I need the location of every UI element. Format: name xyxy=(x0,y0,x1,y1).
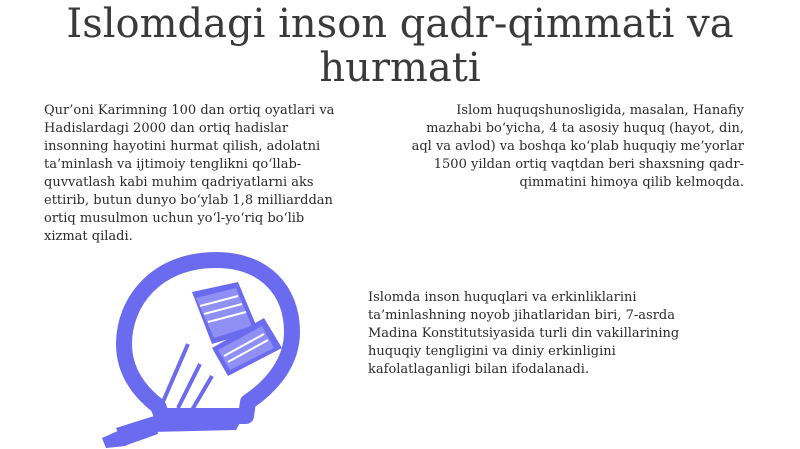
lightbulb-book-icon xyxy=(96,252,316,448)
paragraph-quran: Qur’oni Karimning 100 dan ortiq oyatlari va Hadislardagi 2000 dan ortiq hadislar insonning hayotini hurmat qilish, adolatni ta’minlash va ijtimoiy tenglikni qo‘llab-quvvatlash kabi muhim qadriyatlarni aks ettirib, butun dunyo bo‘ylab 1,8 milliarddan ortiq musulmon uchun yo‘l-yo‘riq bo‘lib xizmat qiladi. xyxy=(44,103,335,244)
paragraph-law: Islom huquqshunosligida, masalan, Hanafiy mazhabi bo‘yicha, 4 ta asosiy huquq (hayot, din, aql va avlod) va boshqa ko‘plab huquqiy me’yorlar 1500 yildan ortiq vaqtdan beri shaxsning qadr-qimmatini himoya qilib kelmoqda. xyxy=(411,103,744,190)
page-title: Islomdagi inson qadr-qimmati va hurmati xyxy=(66,1,734,91)
paragraph-medina: Islomda inson huquqlari va erkinliklarini ta’minlashning noyob jihatlaridan biri, 7-asrda Madina Konstitutsiyasida turli din vakillarining huquqiy tengligini va diniy erkinligini kafolatlaganligi bilan ifodalanadi. xyxy=(368,290,680,377)
